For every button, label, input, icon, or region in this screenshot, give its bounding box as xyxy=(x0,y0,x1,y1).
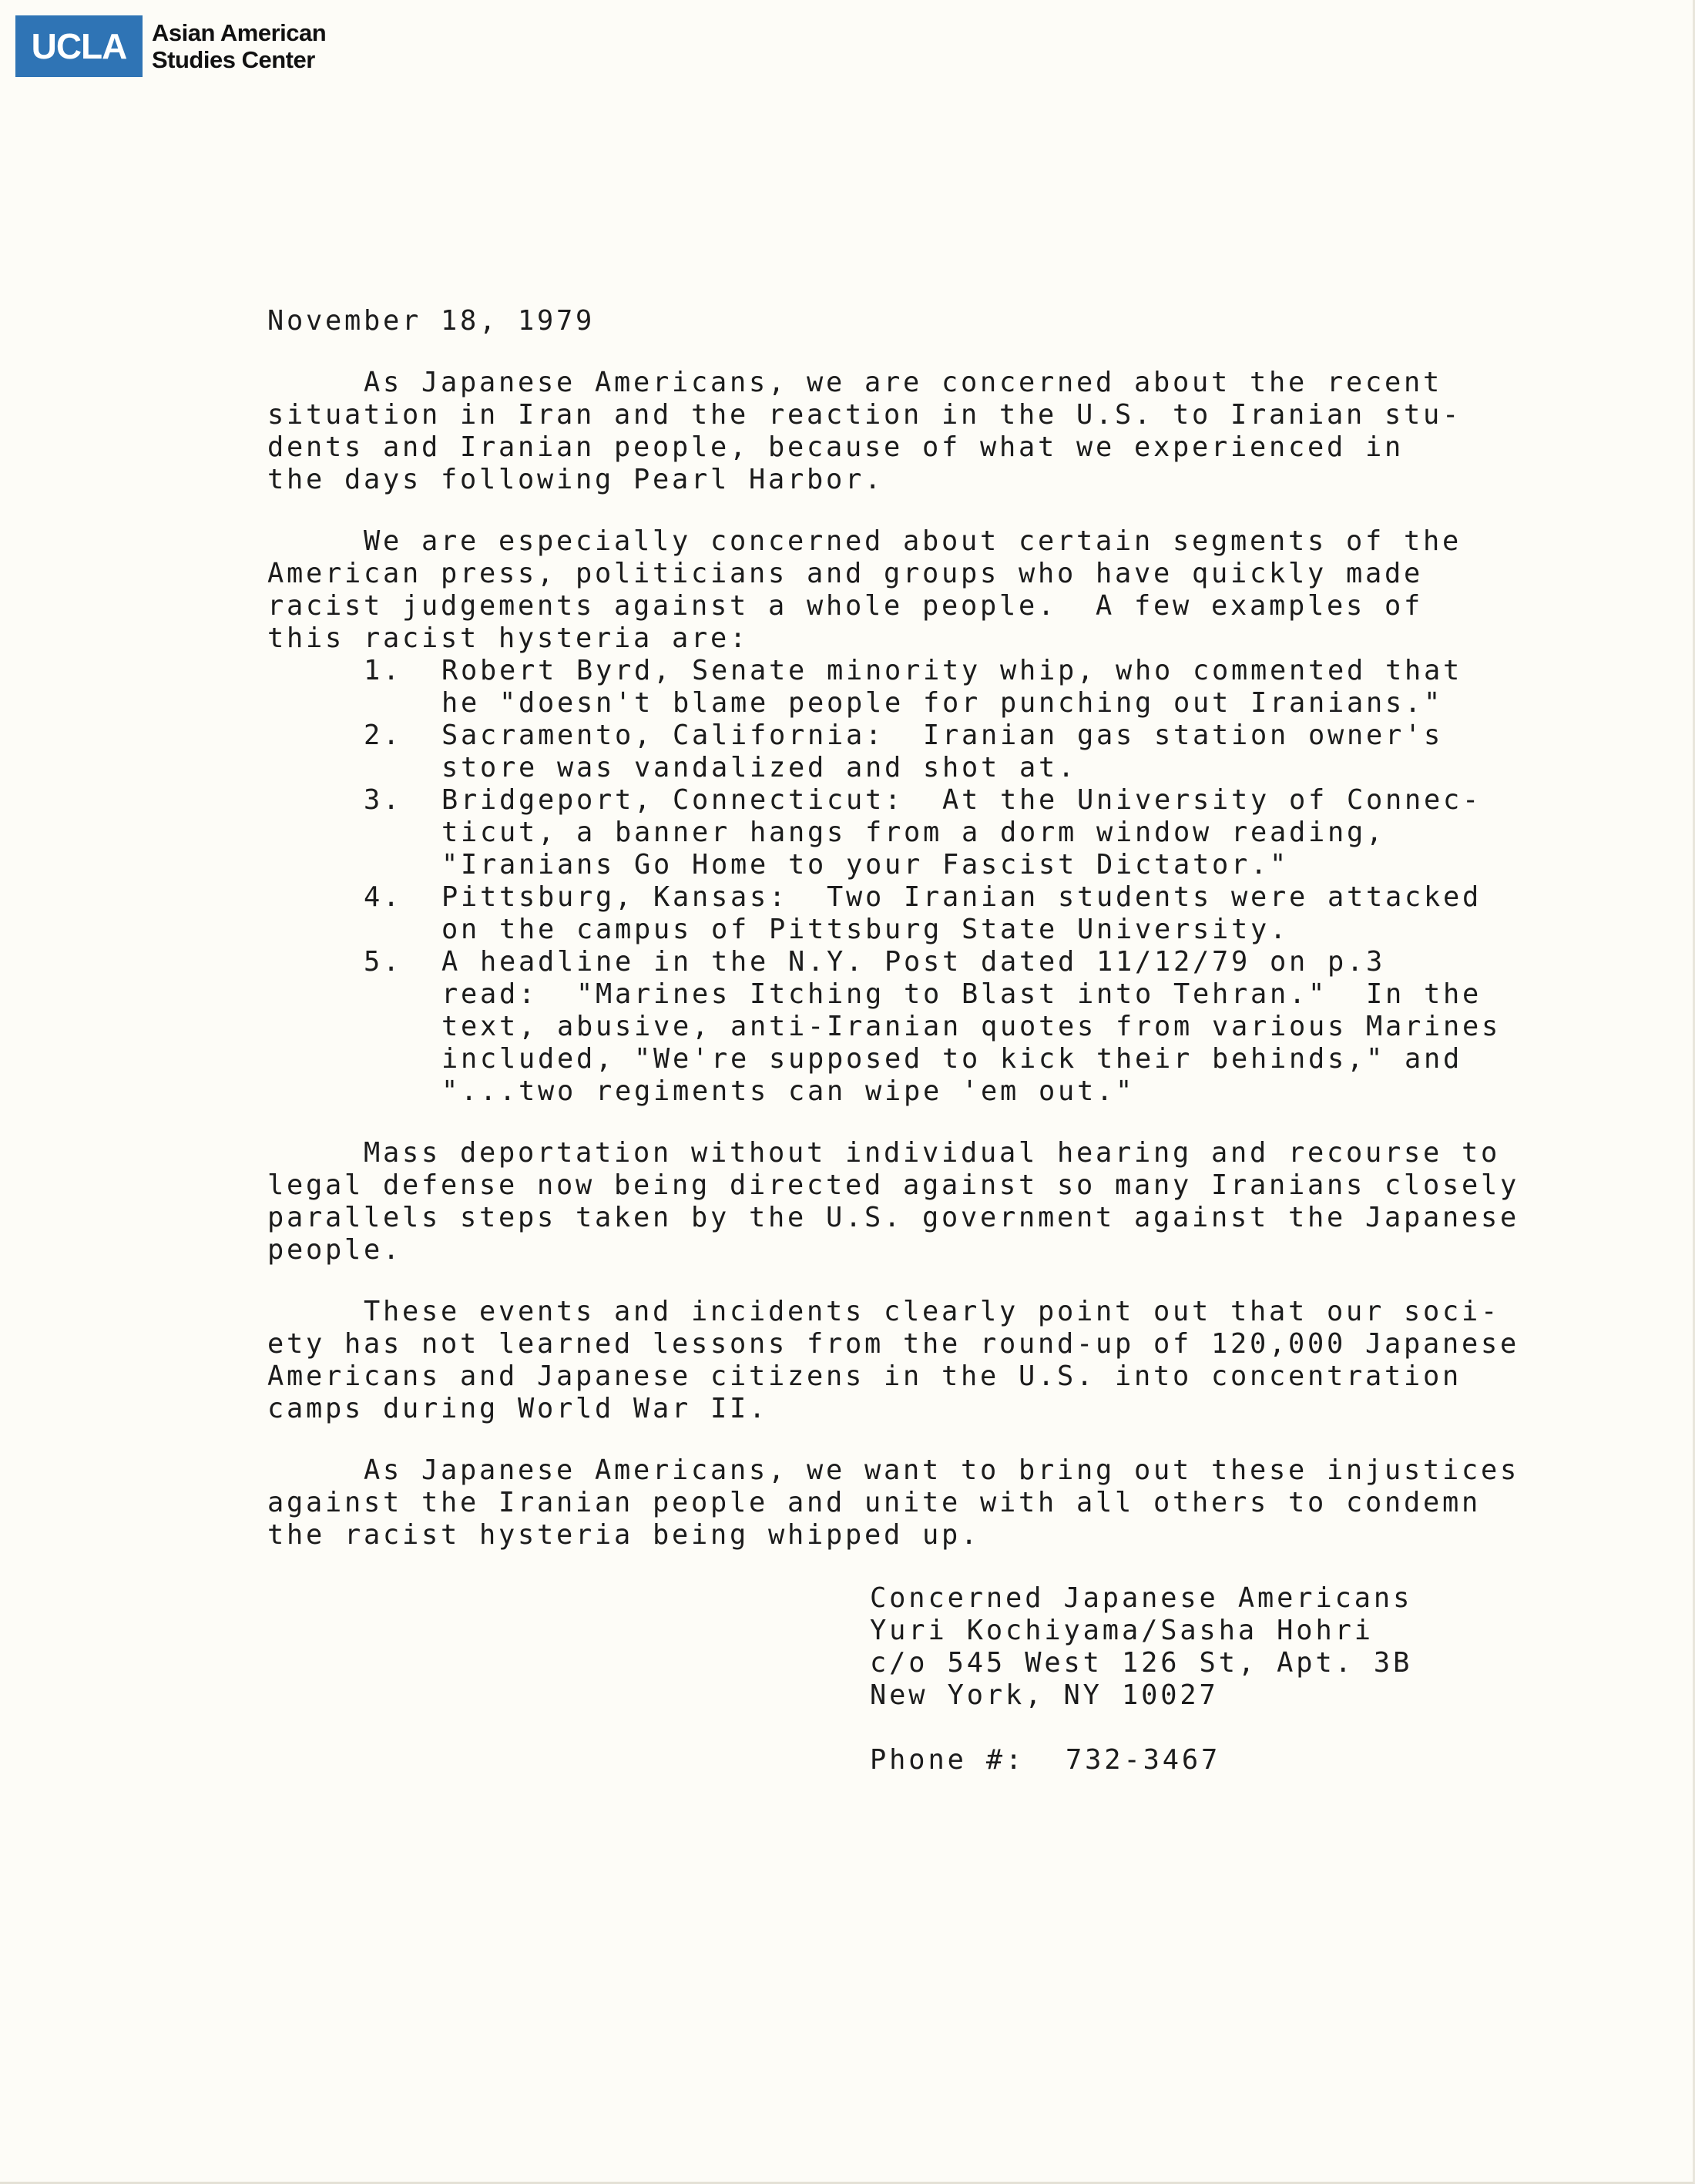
para5-line: the racist hysteria being whipped up. xyxy=(267,1519,981,1551)
example-line: Pittsburg, Kansas: Two Iranian students were attacked xyxy=(441,881,1482,913)
example-line: read: "Marines Itching to Blast into Tehran." In the xyxy=(441,978,1482,1010)
example-number: 4. xyxy=(364,881,403,913)
example-line: Bridgeport, Connecticut: At the University of Connec- xyxy=(441,784,1482,816)
example-number: 3. xyxy=(364,784,403,816)
letter-date: November 18, 1979 xyxy=(267,305,596,337)
example-line: Sacramento, California: Iranian gas station owner's xyxy=(441,720,1444,751)
example-line: Robert Byrd, Senate minority whip, who commented that xyxy=(441,655,1463,686)
example-line: "...two regiments can wipe 'em out." xyxy=(441,1075,1136,1107)
para3-line: Mass deportation without individual hearing and recourse to xyxy=(267,1137,1501,1169)
para5-line: As Japanese Americans, we want to bring out these injustices xyxy=(267,1454,1520,1486)
phone-label: Phone #: xyxy=(870,1744,1025,1776)
example-number: 5. xyxy=(364,946,403,978)
para2-line: racist judgements against a whole people. A few examples of xyxy=(267,590,1424,622)
para3-line: legal defense now being directed against so many Iranians closely xyxy=(267,1169,1520,1201)
example-number: 1. xyxy=(364,655,403,686)
para1-line: As Japanese Americans, we are concerned about the recent xyxy=(267,367,1443,398)
para2-line: We are especially concerned about certain segments of the xyxy=(267,525,1462,557)
signature-line: Yuri Kochiyama/Sasha Hohri xyxy=(870,1615,1374,1646)
signature-line: New York, NY 10027 xyxy=(870,1679,1219,1711)
phone-number: 732-3467 xyxy=(1066,1744,1221,1776)
para4-line: These events and incidents clearly point out that our soci- xyxy=(267,1296,1501,1327)
para4-line: camps during World War II. xyxy=(267,1393,769,1424)
example-line: A headline in the N.Y. Post dated 11/12/79 on p.3 xyxy=(441,946,1386,978)
para1-line: situation in Iran and the reaction in the U.S. to Iranian stu- xyxy=(267,399,1462,431)
example-line: store was vandalized and shot at. xyxy=(441,752,1078,783)
example-line: "Iranians Go Home to your Fascist Dictator." xyxy=(441,849,1290,881)
example-line: he "doesn't blame people for punching out Iranians." xyxy=(441,687,1444,719)
para4-line: Americans and Japanese citizens in the U.S. into concentration xyxy=(267,1360,1462,1392)
para3-line: parallels steps taken by the U.S. government against the Japanese xyxy=(267,1202,1520,1233)
example-line: text, abusive, anti-Iranian quotes from various Marines xyxy=(441,1011,1502,1042)
logo-line-1: Asian American xyxy=(152,19,327,46)
signature-line: c/o 545 West 126 St, Apt. 3B xyxy=(870,1647,1413,1679)
example-line: included, "We're supposed to kick their behinds," and xyxy=(441,1043,1463,1075)
example-line: on the campus of Pittsburg State University. xyxy=(441,914,1290,945)
para1-line: the days following Pearl Harbor. xyxy=(267,464,884,495)
para4-line: ety has not learned lessons from the round-up of 120,000 Japanese xyxy=(267,1328,1520,1360)
signature-line: Concerned Japanese Americans xyxy=(870,1582,1413,1614)
para5-line: against the Iranian people and unite with all others to condemn xyxy=(267,1487,1482,1518)
para3-line: people. xyxy=(267,1234,403,1266)
example-number: 2. xyxy=(364,720,403,751)
example-line: ticut, a banner hangs from a dorm window reading, xyxy=(441,817,1386,848)
para1-line: dents and Iranian people, because of what we experienced in xyxy=(267,431,1405,463)
logo-line-2: Studies Center xyxy=(152,46,315,73)
ucla-logo-mark: UCLA xyxy=(15,15,143,77)
para2-line: American press, politicians and groups who have quickly made xyxy=(267,558,1424,589)
para2-line: this racist hysteria are: xyxy=(267,622,750,654)
